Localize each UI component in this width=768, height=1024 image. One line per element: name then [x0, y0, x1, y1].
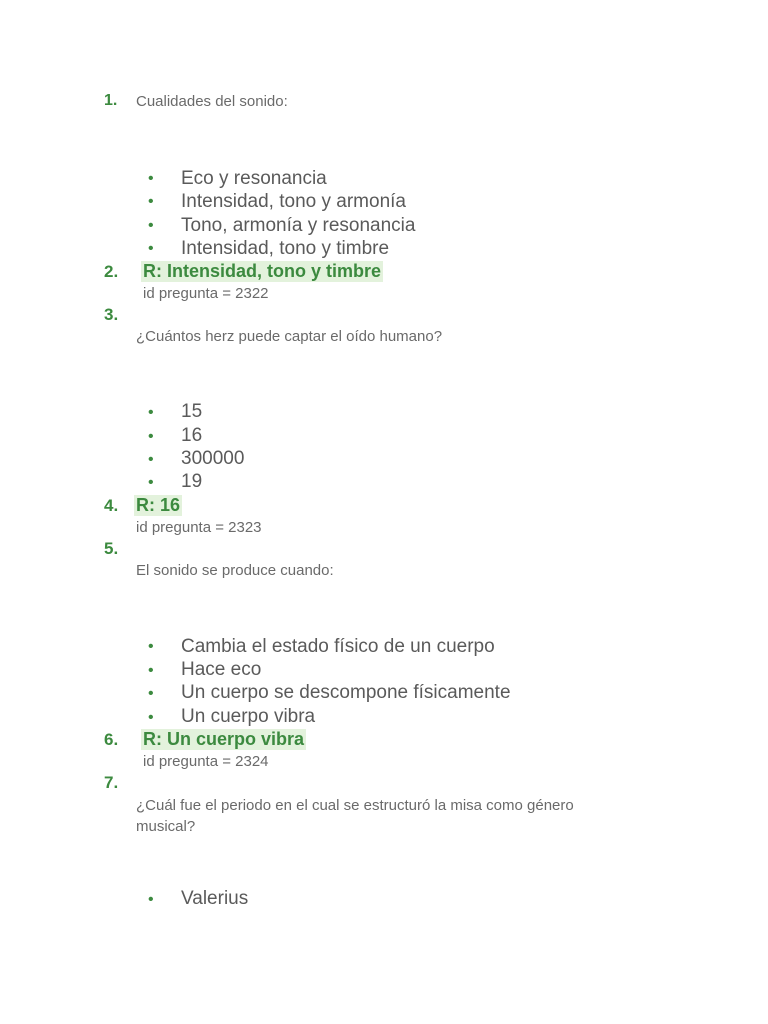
answer-highlight: R: Intensidad, tono y timbre [143, 261, 382, 281]
option-item: Intensidad, tono y timbre [181, 238, 390, 259]
option-item: Cambia el estado físico de un cuerpo [181, 636, 495, 657]
option-item: Intensidad, tono y armonía [181, 191, 406, 212]
option-item: Tono, armonía y resonancia [181, 215, 416, 236]
question-id: id pregunta = 2323 [136, 519, 262, 536]
item-number: 4. [104, 496, 119, 515]
item-number: 1. [104, 92, 118, 109]
bullet-icon: • [148, 474, 154, 491]
question-text: ¿Cuántos herz puede captar el oído humano? [136, 328, 443, 345]
question-text: El sonido se produce cuando: [136, 562, 334, 579]
item-number: 6. [104, 730, 119, 749]
bullet-icon: • [148, 170, 154, 187]
item-number: 2. [104, 262, 119, 281]
bullet-icon: • [148, 404, 154, 421]
item-number: 5. [104, 539, 119, 558]
question-text: Cualidades del sonido: [136, 93, 288, 110]
question-id: id pregunta = 2324 [143, 753, 269, 770]
option-item: 19 [181, 471, 203, 492]
bullet-icon: • [148, 685, 154, 702]
option-item: Hace eco [181, 659, 262, 680]
question-id: id pregunta = 2322 [143, 285, 269, 302]
option-item: Eco y resonancia [181, 168, 327, 189]
bullet-icon: • [148, 451, 154, 468]
option-item: 300000 [181, 448, 245, 469]
bullet-icon: • [148, 240, 154, 257]
option-item: 15 [181, 401, 203, 422]
bullet-icon: • [148, 217, 154, 234]
bullet-icon: • [148, 891, 154, 908]
bullet-icon: • [148, 193, 154, 210]
answer-highlight: R: 16 [136, 495, 181, 515]
option-item: Un cuerpo vibra [181, 706, 316, 727]
answer-highlight: R: Un cuerpo vibra [143, 729, 305, 749]
option-item: Valerius [181, 888, 249, 909]
bullet-icon: • [148, 638, 154, 655]
question-text: ¿Cuál fue el periodo en el cual se estructuró la misa como género musical? [136, 797, 574, 835]
bullet-icon: • [148, 662, 154, 679]
option-item: Un cuerpo se descompone físicamente [181, 682, 511, 703]
option-item: 16 [181, 425, 203, 446]
item-number: 3. [104, 305, 119, 324]
bullet-icon: • [148, 428, 154, 445]
item-number: 7. [104, 773, 119, 792]
bullet-icon: • [148, 709, 154, 726]
